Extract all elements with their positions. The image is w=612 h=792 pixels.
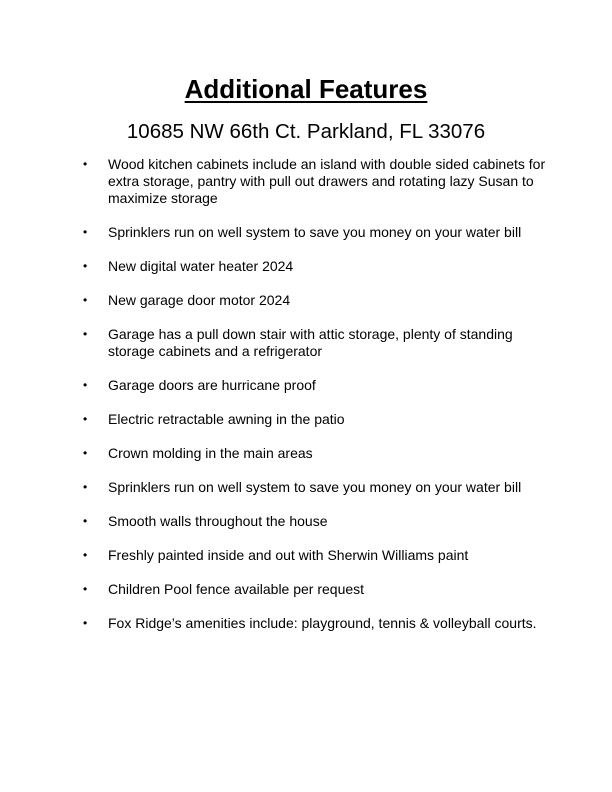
feature-text: Sprinklers run on well system to save you money on your water bill: [108, 479, 522, 495]
feature-text: New digital water heater 2024: [108, 258, 294, 274]
bullet-icon: •: [83, 327, 88, 341]
feature-text: Garage has a pull down stair with attic storage, plenty of standing storage cabinets and a refrigerator: [108, 326, 513, 359]
list-item: [80, 326, 550, 360]
feature-text: Freshly painted inside and out with Sherwin Williams paint: [108, 547, 469, 563]
feature-text: Sprinklers run on well system to save you money on your water bill: [108, 224, 522, 240]
feature-text: Garage doors are hurricane proof: [108, 377, 316, 393]
feature-list: [80, 156, 550, 649]
list-item: [80, 513, 550, 530]
bullet-icon: •: [83, 157, 88, 171]
list-item: [80, 292, 550, 309]
list-item: [80, 411, 550, 428]
bullet-icon: •: [83, 480, 88, 494]
bullet-icon: •: [83, 582, 88, 596]
bullet-icon: •: [83, 293, 88, 307]
bullet-icon: •: [83, 446, 88, 460]
list-item: [80, 445, 550, 462]
list-item: [80, 258, 550, 275]
list-item: [80, 377, 550, 394]
list-item: [80, 615, 550, 632]
bullet-icon: •: [83, 548, 88, 562]
list-item: [80, 547, 550, 564]
bullet-icon: •: [83, 225, 88, 239]
feature-text: Electric retractable awning in the patio: [108, 411, 345, 427]
feature-text: New garage door motor 2024: [108, 292, 291, 308]
bullet-icon: •: [83, 259, 88, 273]
list-item: [80, 479, 550, 496]
bullet-icon: •: [83, 514, 88, 528]
feature-text: Crown molding in the main areas: [108, 445, 313, 461]
page-title: Additional Features: [184, 74, 428, 104]
property-address: 10685 NW 66th Ct. Parkland, FL 33076: [126, 120, 486, 143]
bullet-icon: •: [83, 412, 88, 426]
bullet-icon: •: [83, 378, 88, 392]
feature-text: Wood kitchen cabinets include an island with double sided cabinets for extra storage, pantry with pull out drawers and rotating lazy Susan to maximize storage: [108, 156, 546, 206]
feature-text: Smooth walls throughout the house: [108, 513, 328, 529]
list-item: [80, 156, 550, 207]
feature-text: Fox Ridge’s amenities include: playground, tennis & volleyball courts.: [108, 615, 537, 631]
bullet-icon: •: [83, 616, 88, 630]
feature-text: Children Pool fence available per request: [108, 581, 365, 597]
list-item: [80, 224, 550, 241]
list-item: [80, 581, 550, 598]
